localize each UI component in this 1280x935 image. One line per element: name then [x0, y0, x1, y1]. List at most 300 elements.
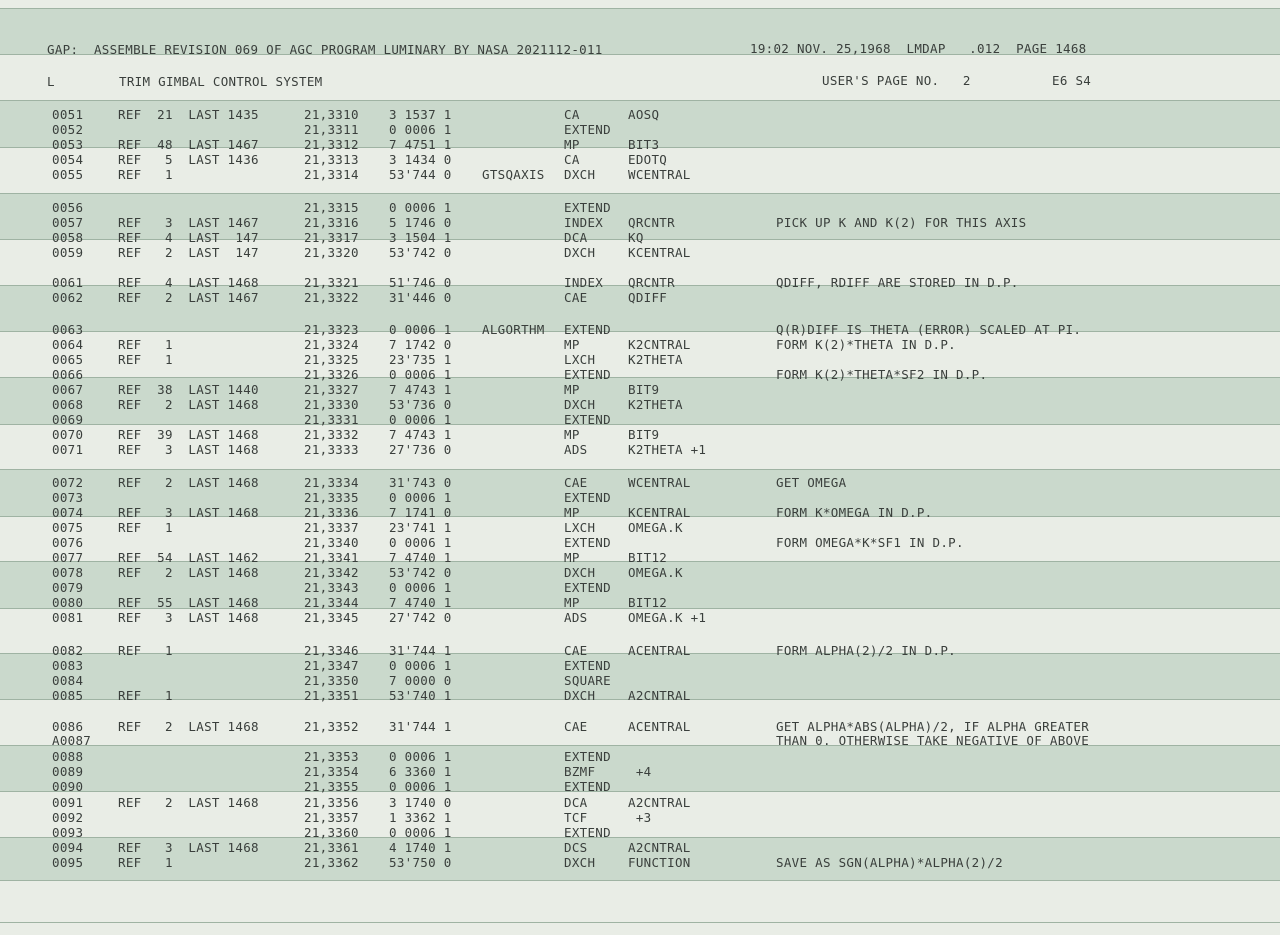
octal-code: 0 0006 1 — [389, 490, 452, 505]
listing-line — [0, 643, 1280, 658]
reference: REF 3 LAST 1468 — [118, 442, 259, 457]
listing-line — [0, 382, 1280, 397]
line-number: 0059 — [52, 245, 84, 260]
line-number: 0069 — [52, 412, 84, 427]
reference: REF 3 LAST 1468 — [118, 505, 259, 520]
line-number: 0053 — [52, 137, 84, 152]
line-number: 0081 — [52, 610, 84, 625]
section-title: TRIM GIMBAL CONTROL SYSTEM — [119, 74, 323, 89]
line-number: 0080 — [52, 595, 84, 610]
opcode: DXCH — [564, 245, 596, 260]
operand: QDIFF — [628, 290, 668, 305]
address: 21,3344 — [304, 595, 359, 610]
listing-line — [0, 673, 1280, 688]
line-number: 0071 — [52, 442, 84, 457]
line-number: 0056 — [52, 200, 84, 215]
operand: WCENTRAL — [628, 167, 691, 182]
opcode: DXCH — [564, 855, 596, 870]
operand: ACENTRAL — [628, 643, 691, 658]
line-number: 0083 — [52, 658, 84, 673]
listing-line — [0, 490, 1280, 505]
octal-code: 0 0006 1 — [389, 200, 452, 215]
address: 21,3313 — [304, 152, 359, 167]
listing-line — [0, 167, 1280, 182]
reference: REF 38 LAST 1440 — [118, 382, 259, 397]
octal-code: 53'744 0 — [389, 167, 452, 182]
octal-code: 7 4743 1 — [389, 382, 452, 397]
operand: ACENTRAL — [628, 719, 691, 734]
reference: REF 3 LAST 1468 — [118, 840, 259, 855]
opcode: CAE — [564, 290, 588, 305]
operand: EDOTQ — [628, 152, 668, 167]
opcode: EXTEND — [564, 412, 611, 427]
opcode: ADS — [564, 442, 588, 457]
octal-code: 53'742 0 — [389, 245, 452, 260]
reference: REF 54 LAST 1462 — [118, 550, 259, 565]
address: 21,3315 — [304, 200, 359, 215]
line-number: A0087 — [52, 733, 92, 748]
listing-line — [0, 550, 1280, 565]
address: 21,3321 — [304, 275, 359, 290]
opcode: ADS — [564, 610, 588, 625]
listing-line — [0, 230, 1280, 245]
line-number: 0076 — [52, 535, 84, 550]
listing-line — [0, 337, 1280, 352]
opcode: LXCH — [564, 352, 596, 367]
octal-code: 1 3362 1 — [389, 810, 452, 825]
listing-line — [0, 580, 1280, 595]
address: 21,3314 — [304, 167, 359, 182]
listing-line — [0, 810, 1280, 825]
paper-rule — [0, 193, 1280, 194]
page-code: E6 S4 — [1052, 73, 1092, 88]
line-number: 0074 — [52, 505, 84, 520]
octal-code: 7 4740 1 — [389, 550, 452, 565]
reference: REF 1 — [118, 520, 173, 535]
address: 21,3317 — [304, 230, 359, 245]
operand: AOSQ — [628, 107, 660, 122]
address: 21,3342 — [304, 565, 359, 580]
assembly-header: GAP: ASSEMBLE REVISION 069 OF AGC PROGRAM LUMINARY BY NASA 2021112-011 — [47, 42, 603, 57]
opcode: BZMF — [564, 764, 596, 779]
address: 21,3323 — [304, 322, 359, 337]
listing-line — [0, 719, 1280, 734]
listing-line — [0, 122, 1280, 137]
listing-line — [0, 733, 1280, 748]
octal-code: 0 0006 1 — [389, 825, 452, 840]
octal-code: 31'743 0 — [389, 475, 452, 490]
operand: +4 — [628, 764, 652, 779]
line-number: 0051 — [52, 107, 84, 122]
listing-line — [0, 610, 1280, 625]
listing-line — [0, 215, 1280, 230]
address: 21,3346 — [304, 643, 359, 658]
address: 21,3337 — [304, 520, 359, 535]
reference: REF 21 LAST 1435 — [118, 107, 259, 122]
address: 21,3320 — [304, 245, 359, 260]
paper-rule — [0, 880, 1280, 881]
listing-line — [0, 107, 1280, 122]
address: 21,3335 — [304, 490, 359, 505]
line-number: 0054 — [52, 152, 84, 167]
line-number: 0085 — [52, 688, 84, 703]
address: 21,3331 — [304, 412, 359, 427]
address: 21,3356 — [304, 795, 359, 810]
line-number: 0066 — [52, 367, 84, 382]
opcode: CAE — [564, 475, 588, 490]
address: 21,3322 — [304, 290, 359, 305]
operand: K2THETA — [628, 352, 683, 367]
octal-code: 53'742 0 — [389, 565, 452, 580]
opcode: DXCH — [564, 565, 596, 580]
octal-code: 0 0006 1 — [389, 412, 452, 427]
listing-line — [0, 200, 1280, 215]
opcode: CAE — [564, 719, 588, 734]
address: 21,3354 — [304, 764, 359, 779]
octal-code: 6 3360 1 — [389, 764, 452, 779]
opcode: EXTEND — [564, 122, 611, 137]
reference: REF 1 — [118, 167, 173, 182]
listing-line — [0, 505, 1280, 520]
address: 21,3327 — [304, 382, 359, 397]
line-number: 0072 — [52, 475, 84, 490]
reference: REF 1 — [118, 352, 173, 367]
opcode: EXTEND — [564, 490, 611, 505]
comment: FORM K*OMEGA IN D.P. — [776, 505, 933, 520]
octal-code: 0 0006 1 — [389, 749, 452, 764]
opcode: EXTEND — [564, 367, 611, 382]
listing-line — [0, 137, 1280, 152]
reference: REF 2 LAST 1468 — [118, 397, 259, 412]
opcode: MP — [564, 337, 580, 352]
octal-code: 27'736 0 — [389, 442, 452, 457]
octal-code: 27'742 0 — [389, 610, 452, 625]
operand: QRCNTR — [628, 275, 675, 290]
operand: KQ — [628, 230, 644, 245]
address: 21,3350 — [304, 673, 359, 688]
line-number: 0086 — [52, 719, 84, 734]
listing-line — [0, 520, 1280, 535]
opcode: TCF — [564, 810, 588, 825]
operand: K2THETA — [628, 397, 683, 412]
octal-code: 3 1504 1 — [389, 230, 452, 245]
paper-rule — [0, 469, 1280, 470]
address: 21,3326 — [304, 367, 359, 382]
address: 21,3351 — [304, 688, 359, 703]
paper-rule — [0, 8, 1280, 9]
reference: REF 1 — [118, 337, 173, 352]
octal-code: 7 0000 0 — [389, 673, 452, 688]
octal-code: 0 0006 1 — [389, 367, 452, 382]
address: 21,3311 — [304, 122, 359, 137]
listing-line — [0, 475, 1280, 490]
line-number: 0064 — [52, 337, 84, 352]
address: 21,3310 — [304, 107, 359, 122]
comment: GET OMEGA — [776, 475, 847, 490]
opcode: EXTEND — [564, 322, 611, 337]
opcode: DXCH — [564, 397, 596, 412]
reference: REF 3 LAST 1468 — [118, 610, 259, 625]
address: 21,3336 — [304, 505, 359, 520]
address: 21,3343 — [304, 580, 359, 595]
octal-code: 31'744 1 — [389, 719, 452, 734]
listing-line — [0, 825, 1280, 840]
operand: KCENTRAL — [628, 245, 691, 260]
listing-line — [0, 535, 1280, 550]
line-number: 0079 — [52, 580, 84, 595]
octal-code: 53'736 0 — [389, 397, 452, 412]
operand: OMEGA.K — [628, 520, 683, 535]
listing-line — [0, 779, 1280, 794]
line-number: 0073 — [52, 490, 84, 505]
octal-code: 3 1434 0 — [389, 152, 452, 167]
reference: REF 2 LAST 1468 — [118, 795, 259, 810]
comment: FORM OMEGA*K*SF1 IN D.P. — [776, 535, 964, 550]
octal-code: 23'735 1 — [389, 352, 452, 367]
line-number: 0052 — [52, 122, 84, 137]
users-page-number: USER'S PAGE NO. 2 — [822, 73, 971, 88]
line-number: 0095 — [52, 855, 84, 870]
address: 21,3330 — [304, 397, 359, 412]
operand: K2THETA +1 — [628, 442, 707, 457]
opcode: MP — [564, 427, 580, 442]
comment: FORM K(2)*THETA*SF2 IN D.P. — [776, 367, 988, 382]
line-number: 0057 — [52, 215, 84, 230]
address: 21,3324 — [304, 337, 359, 352]
operand: A2CNTRAL — [628, 840, 691, 855]
operand: BIT12 — [628, 595, 668, 610]
operand: BIT9 — [628, 382, 660, 397]
opcode: EXTEND — [564, 580, 611, 595]
line-number: 0070 — [52, 427, 84, 442]
listing-line — [0, 565, 1280, 580]
reference: REF 2 LAST 1468 — [118, 719, 259, 734]
comment: PICK UP K AND K(2) FOR THIS AXIS — [776, 215, 1027, 230]
listing-line — [0, 152, 1280, 167]
listing-line — [0, 749, 1280, 764]
octal-code: 0 0006 1 — [389, 122, 452, 137]
listing-line — [0, 245, 1280, 260]
line-number: 0091 — [52, 795, 84, 810]
octal-code: 7 4743 1 — [389, 427, 452, 442]
opcode: MP — [564, 137, 580, 152]
octal-code: 7 1742 0 — [389, 337, 452, 352]
octal-code: 0 0006 1 — [389, 779, 452, 794]
octal-code: 3 1740 0 — [389, 795, 452, 810]
reference: REF 4 LAST 147 — [118, 230, 259, 245]
opcode: EXTEND — [564, 779, 611, 794]
line-number: 0094 — [52, 840, 84, 855]
listing-line — [0, 427, 1280, 442]
opcode: CAE — [564, 643, 588, 658]
reference: REF 1 — [118, 855, 173, 870]
listing-line — [0, 275, 1280, 290]
listing-line — [0, 397, 1280, 412]
listing-line — [0, 367, 1280, 382]
listing-line — [0, 595, 1280, 610]
operand: BIT12 — [628, 550, 668, 565]
operand: KCENTRAL — [628, 505, 691, 520]
address: 21,3325 — [304, 352, 359, 367]
line-number: 0075 — [52, 520, 84, 535]
reference: REF 1 — [118, 643, 173, 658]
line-number: 0062 — [52, 290, 84, 305]
timestamp-page-header: 19:02 NOV. 25,1968 LMDAP .012 PAGE 1468 — [750, 41, 1087, 56]
operand: WCENTRAL — [628, 475, 691, 490]
octal-code: 7 4740 1 — [389, 595, 452, 610]
reference: REF 3 LAST 1467 — [118, 215, 259, 230]
line-number: 0082 — [52, 643, 84, 658]
opcode: SQUARE — [564, 673, 611, 688]
octal-code: 7 4751 1 — [389, 137, 452, 152]
address: 21,3347 — [304, 658, 359, 673]
opcode: DXCH — [564, 688, 596, 703]
reference: REF 2 LAST 1468 — [118, 565, 259, 580]
listing-line — [0, 795, 1280, 810]
listing-line — [0, 688, 1280, 703]
octal-code: 0 0006 1 — [389, 658, 452, 673]
octal-code: 7 1741 0 — [389, 505, 452, 520]
label: GTSQAXIS — [482, 167, 545, 182]
address: 21,3345 — [304, 610, 359, 625]
line-number: 0084 — [52, 673, 84, 688]
operand: OMEGA.K +1 — [628, 610, 707, 625]
operand: +3 — [628, 810, 652, 825]
comment: THAN 0. OTHERWISE TAKE NEGATIVE OF ABOVE — [776, 733, 1090, 748]
line-number: 0055 — [52, 167, 84, 182]
address: 21,3353 — [304, 749, 359, 764]
reference: REF 2 LAST 1468 — [118, 475, 259, 490]
opcode: MP — [564, 505, 580, 520]
operand: QRCNTR — [628, 215, 675, 230]
opcode: MP — [564, 550, 580, 565]
reference: REF 1 — [118, 688, 173, 703]
address: 21,3312 — [304, 137, 359, 152]
line-number: 0063 — [52, 322, 84, 337]
opcode: INDEX — [564, 275, 604, 290]
comment: GET ALPHA*ABS(ALPHA)/2, IF ALPHA GREATER — [776, 719, 1090, 734]
listing-line — [0, 840, 1280, 855]
address: 21,3355 — [304, 779, 359, 794]
octal-code: 31'446 0 — [389, 290, 452, 305]
opcode: EXTEND — [564, 825, 611, 840]
line-number: 0090 — [52, 779, 84, 794]
label: ALGORTHM — [482, 322, 545, 337]
opcode: DCA — [564, 230, 588, 245]
octal-code: 0 0006 1 — [389, 322, 452, 337]
operand: A2CNTRAL — [628, 688, 691, 703]
reference: REF 2 LAST 147 — [118, 245, 259, 260]
operand: A2CNTRAL — [628, 795, 691, 810]
listing-mark: L — [47, 74, 55, 89]
octal-code: 53'740 1 — [389, 688, 452, 703]
opcode: INDEX — [564, 215, 604, 230]
octal-code: 0 0006 1 — [389, 535, 452, 550]
listing-line — [0, 352, 1280, 367]
line-number: 0061 — [52, 275, 84, 290]
line-number: 0088 — [52, 749, 84, 764]
octal-code: 31'744 1 — [389, 643, 452, 658]
octal-code: 3 1537 1 — [389, 107, 452, 122]
listing-line — [0, 290, 1280, 305]
line-number: 0078 — [52, 565, 84, 580]
address: 21,3357 — [304, 810, 359, 825]
line-number: 0058 — [52, 230, 84, 245]
reference: REF 48 LAST 1467 — [118, 137, 259, 152]
octal-code: 23'741 1 — [389, 520, 452, 535]
reference: REF 5 LAST 1436 — [118, 152, 259, 167]
octal-code: 5 1746 0 — [389, 215, 452, 230]
operand: OMEGA.K — [628, 565, 683, 580]
operand: BIT3 — [628, 137, 660, 152]
reference: REF 4 LAST 1468 — [118, 275, 259, 290]
address: 21,3362 — [304, 855, 359, 870]
listing-line — [0, 322, 1280, 337]
operand: K2CNTRAL — [628, 337, 691, 352]
address: 21,3316 — [304, 215, 359, 230]
address: 21,3332 — [304, 427, 359, 442]
comment: FORM ALPHA(2)/2 IN D.P. — [776, 643, 956, 658]
comment: SAVE AS SGN(ALPHA)*ALPHA(2)/2 — [776, 855, 1003, 870]
opcode: MP — [564, 382, 580, 397]
paper-rule — [0, 100, 1280, 101]
comment: FORM K(2)*THETA IN D.P. — [776, 337, 956, 352]
paper-rule — [0, 922, 1280, 923]
line-number: 0077 — [52, 550, 84, 565]
opcode: LXCH — [564, 520, 596, 535]
address: 21,3360 — [304, 825, 359, 840]
address: 21,3341 — [304, 550, 359, 565]
line-number: 0093 — [52, 825, 84, 840]
listing-line — [0, 412, 1280, 427]
comment: QDIFF, RDIFF ARE STORED IN D.P. — [776, 275, 1019, 290]
comment: Q(R)DIFF IS THETA (ERROR) SCALED AT PI. — [776, 322, 1082, 337]
opcode: DCA — [564, 795, 588, 810]
reference: REF 55 LAST 1468 — [118, 595, 259, 610]
opcode: EXTEND — [564, 200, 611, 215]
octal-code: 4 1740 1 — [389, 840, 452, 855]
listing-line — [0, 658, 1280, 673]
address: 21,3361 — [304, 840, 359, 855]
listing-line — [0, 442, 1280, 457]
opcode: EXTEND — [564, 535, 611, 550]
opcode: CA — [564, 152, 580, 167]
reference: REF 2 LAST 1467 — [118, 290, 259, 305]
operand: BIT9 — [628, 427, 660, 442]
opcode: DXCH — [564, 167, 596, 182]
line-number: 0068 — [52, 397, 84, 412]
operand: FUNCTION — [628, 855, 691, 870]
line-number: 0067 — [52, 382, 84, 397]
octal-code: 51'746 0 — [389, 275, 452, 290]
line-number: 0092 — [52, 810, 84, 825]
line-number: 0065 — [52, 352, 84, 367]
address: 21,3352 — [304, 719, 359, 734]
opcode: DCS — [564, 840, 588, 855]
octal-code: 0 0006 1 — [389, 580, 452, 595]
reference: REF 39 LAST 1468 — [118, 427, 259, 442]
listing-line — [0, 764, 1280, 779]
octal-code: 53'750 0 — [389, 855, 452, 870]
opcode: EXTEND — [564, 658, 611, 673]
listing-line — [0, 855, 1280, 870]
opcode: MP — [564, 595, 580, 610]
address: 21,3334 — [304, 475, 359, 490]
address: 21,3333 — [304, 442, 359, 457]
line-number: 0089 — [52, 764, 84, 779]
address: 21,3340 — [304, 535, 359, 550]
opcode: EXTEND — [564, 749, 611, 764]
